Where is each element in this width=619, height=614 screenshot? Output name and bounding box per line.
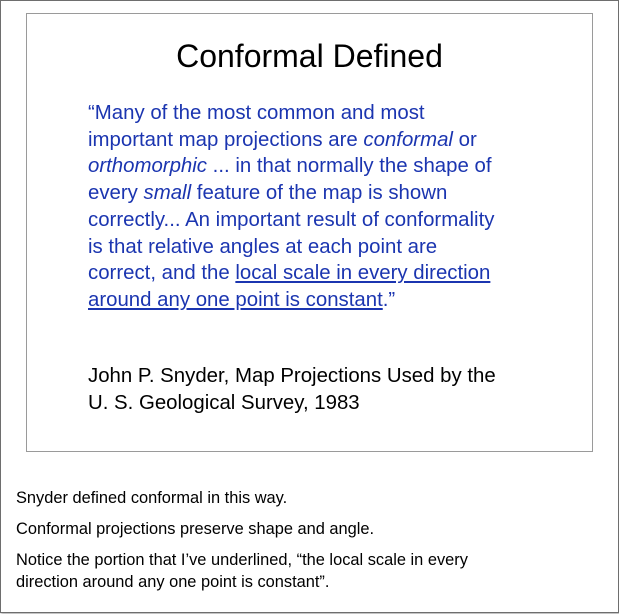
- slide-title: Conformal Defined: [176, 38, 443, 74]
- quote-line-3: orthomorphic ... in that normally the shape of: [88, 155, 492, 178]
- quote-line-8: around any one point is constant.”: [88, 288, 396, 311]
- note-3-line-1: Notice the portion that I’ve underlined, “the local scale in every: [16, 551, 468, 569]
- quote-line-1: “Many of the most common and most: [88, 102, 425, 124]
- quote-underlined-part-1: local scale in every direction: [235, 262, 491, 285]
- citation-line-2: U. S. Geological Survey, 1983: [88, 392, 360, 414]
- quote-line-4: every small feature of the map is shown: [88, 182, 448, 205]
- note-3: [16, 549, 606, 593]
- speaker-notes: [16, 487, 606, 602]
- quote-line-2: important map projections are conformal or: [88, 128, 477, 151]
- note-1: Snyder defined conformal in this way.: [16, 489, 288, 507]
- slide: [26, 13, 593, 452]
- quote-emphasis-conformal: conformal: [363, 128, 453, 151]
- quote-line-7: correct, and the local scale in every direction: [88, 262, 491, 285]
- quote-emphasis-orthomorphic: orthomorphic: [88, 155, 207, 178]
- note-2: Conformal projections preserve shape and angle.: [16, 520, 375, 538]
- citation-line-1: John P. Snyder, Map Projections Used by the: [88, 365, 496, 387]
- quote-line-6: is that relative angles at each point are: [88, 235, 438, 258]
- note-3-line-2: direction around any one point is constant”.: [16, 573, 330, 591]
- quote-underlined-part-2: around any one point is constant: [88, 288, 383, 311]
- quote-line-5: correctly... An important result of conformality: [88, 208, 495, 231]
- quote-emphasis-small: small: [143, 182, 192, 205]
- citation: [88, 363, 578, 417]
- quote: [88, 100, 568, 314]
